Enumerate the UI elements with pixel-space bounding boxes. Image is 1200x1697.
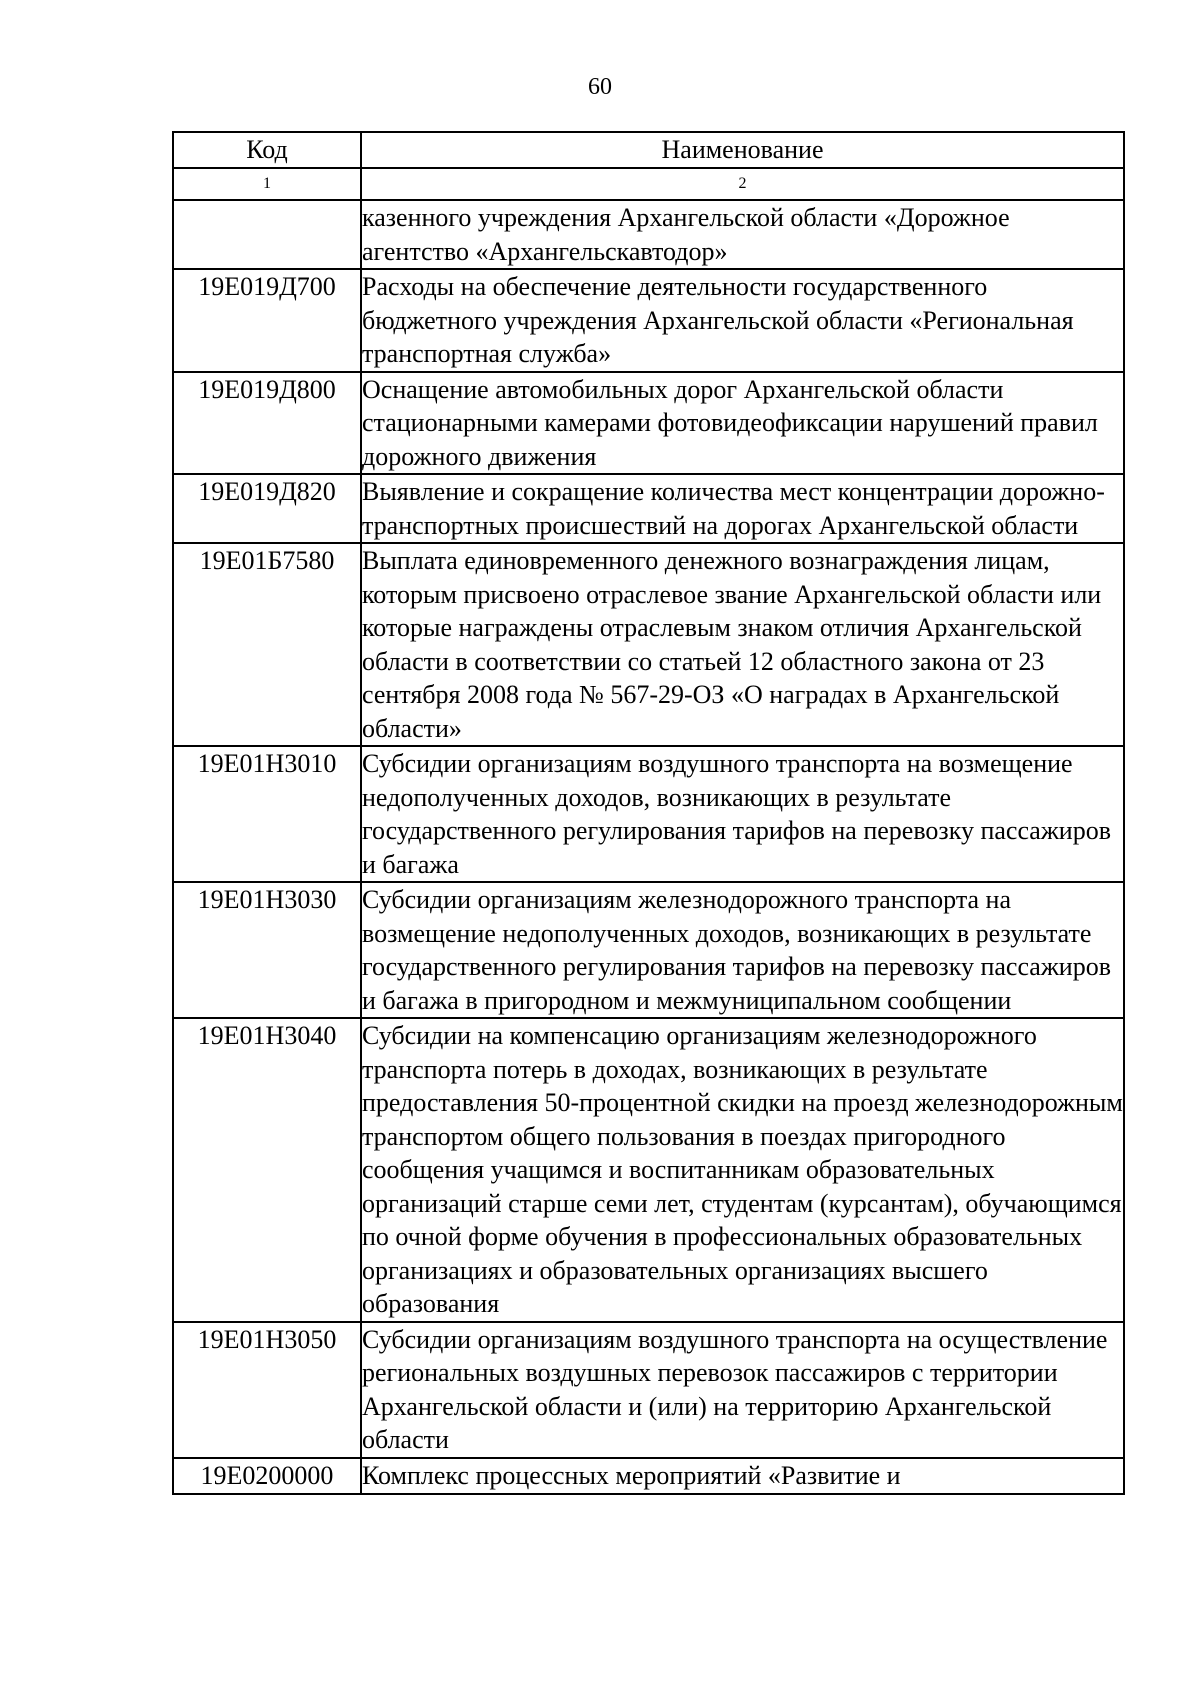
row-name: Субсидии организациям воздушного транспорта на возмещение недополученных доходов, возникающих в результате государственного регулирования тарифов на перевозку пассажиров и багажа: [361, 746, 1124, 882]
table-row: [173, 474, 1124, 543]
table-row: [173, 882, 1124, 1018]
row-name: Выявление и сокращение количества мест концентрации дорожно-транспортных происшествий на дорогах Архангельской области: [361, 474, 1124, 543]
table-row: [173, 543, 1124, 746]
row-code: 19Е019Д820: [173, 474, 361, 543]
table-row: [173, 372, 1124, 475]
column-number-row: [173, 168, 1124, 200]
column-number-1: 1: [173, 168, 361, 200]
row-code: 19Е019Д700: [173, 269, 361, 372]
row-name: Расходы на обеспечение деятельности государственного бюджетного учреждения Архангельской области «Региональная транспортная служба»: [361, 269, 1124, 372]
column-number-2: 2: [361, 168, 1124, 200]
page-number: 60: [588, 74, 612, 100]
row-code: 19Е019Д800: [173, 372, 361, 475]
budget-code-table: [172, 131, 1125, 1495]
table-row: [173, 1458, 1124, 1494]
row-code: 19Е01Н3030: [173, 882, 361, 1018]
table-row: [173, 1018, 1124, 1322]
table-row: [173, 200, 1124, 269]
header-code: Код: [173, 132, 361, 168]
row-name: Субсидии организациям железнодорожного транспорта на возмещение недополученных доходов, возникающих в результате государственного регулирования тарифов на перевозку пассажиров и багажа в пригородном и межмуниципальном сообщении: [361, 882, 1124, 1018]
row-code: 19Е01Н3040: [173, 1018, 361, 1322]
row-code: 19Е0200000: [173, 1458, 361, 1494]
row-name: казенного учреждения Архангельской области «Дорожное агентство «Архангельскавтодор»: [361, 200, 1124, 269]
row-code: 19Е01Н3050: [173, 1322, 361, 1458]
table-row: [173, 746, 1124, 882]
table-row: [173, 269, 1124, 372]
table-header-row: [173, 132, 1124, 168]
row-code: 19Е01Н3010: [173, 746, 361, 882]
table-row: [173, 1322, 1124, 1458]
header-name: Наименование: [361, 132, 1124, 168]
row-name: Субсидии организациям воздушного транспорта на осуществление региональных воздушных перевозок пассажиров с территории Архангельской области и (или) на территорию Архангельской области: [361, 1322, 1124, 1458]
row-code: [173, 200, 361, 269]
row-code: 19Е01Б7580: [173, 543, 361, 746]
row-name: Выплата единовременного денежного вознаграждения лицам, которым присвоено отраслевое звание Архангельской области или которые награждены отраслевым знаком отличия Архангельской области в соответствии со статьей 12 областного закона от 23 сентября 2008 года № 567-29-ОЗ «О наградах в Архангельской области»: [361, 543, 1124, 746]
row-name: Комплекс процессных мероприятий «Развитие и: [361, 1458, 1124, 1494]
row-name: Оснащение автомобильных дорог Архангельской области стационарными камерами фотовидеофиксации нарушений правил дорожного движения: [361, 372, 1124, 475]
row-name: Субсидии на компенсацию организациям железнодорожного транспорта потерь в доходах, возникающих в результате предоставления 50-процентной скидки на проезд железнодорожным транспортом общего пользования в поездах пригородного сообщения учащимся и воспитанникам образовательных организаций старше семи лет, студентам (курсантам), обучающимся по очной форме обучения в профессиональных образовательных организациях и образовательных организациях высшего образования: [361, 1018, 1124, 1322]
